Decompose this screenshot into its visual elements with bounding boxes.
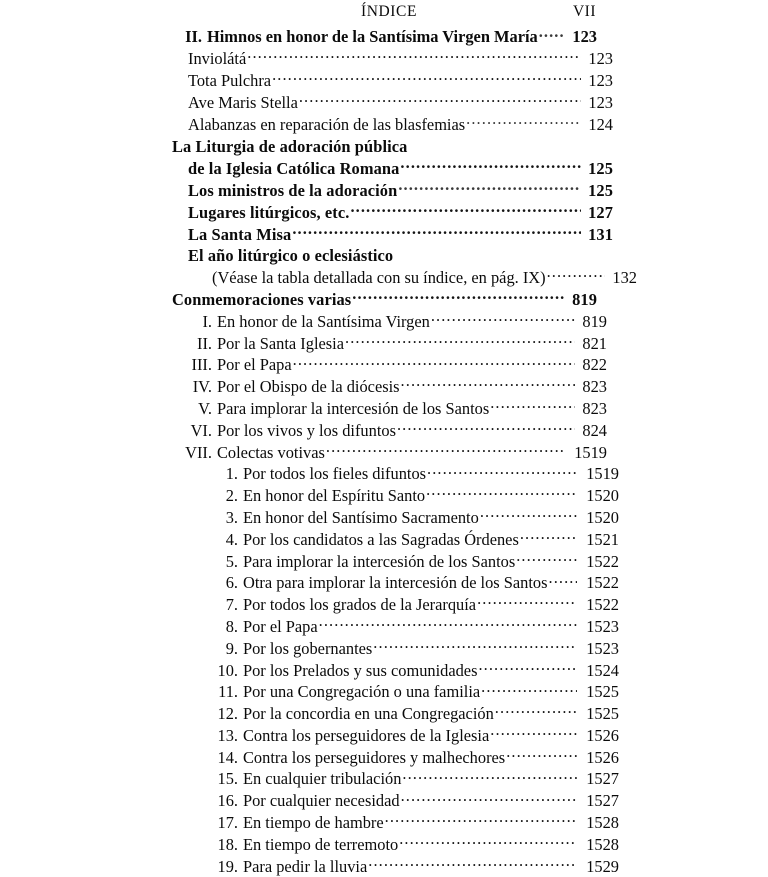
- toc-label: Para implorar la intercesión de los Santos: [243, 551, 516, 571]
- toc-marker: 17.: [217, 813, 238, 833]
- toc-section-heading: [172, 289, 597, 311]
- leader-dots: [319, 616, 577, 632]
- toc-label: La Santa Misa: [188, 224, 292, 244]
- leader-dots: [516, 550, 577, 566]
- toc-marker: 13.: [217, 725, 238, 745]
- toc-page: 1522: [586, 595, 619, 615]
- toc-marker: 1.: [225, 464, 238, 484]
- toc-label: Tota Pulchra: [188, 70, 272, 90]
- toc-label: Contra los perseguidores y malhechores: [243, 747, 506, 767]
- toc-marker: 7.: [225, 595, 238, 615]
- toc-page: 1522: [586, 573, 619, 593]
- toc-entry: [172, 485, 619, 507]
- toc-marker: 4.: [225, 529, 238, 549]
- leader-dots: [549, 572, 578, 588]
- toc-marker: 16.: [217, 791, 238, 811]
- toc-entry: [172, 812, 619, 834]
- toc-marker: 3.: [225, 507, 238, 527]
- toc-marker: II.: [185, 27, 202, 47]
- leader-dots: [373, 637, 577, 653]
- toc-page: 1519: [574, 442, 607, 462]
- toc-entry: [172, 528, 619, 550]
- leader-dots: [368, 855, 577, 871]
- toc-marker: IV.: [192, 377, 212, 397]
- toc-label: Por los Prelados y sus comunidades: [243, 660, 478, 680]
- toc-marker: II.: [196, 333, 212, 353]
- leader-dots: [402, 768, 577, 784]
- toc-entry: [172, 855, 619, 877]
- toc-marker: 14.: [217, 747, 238, 767]
- toc-entry: [172, 746, 619, 768]
- leader-dots: [520, 528, 577, 544]
- leader-dots: [394, 245, 581, 261]
- leader-dots: [478, 659, 577, 675]
- toc-label: La Liturgia de adoración pública: [172, 137, 408, 157]
- leader-dots: [397, 419, 575, 435]
- toc-label: Por los vivos y los difuntos: [217, 420, 396, 440]
- toc-label: En honor de la Santísima Virgen: [217, 311, 430, 331]
- toc-entry: [172, 398, 607, 420]
- toc-section-heading-continued: [172, 158, 613, 180]
- leader-dots: [490, 398, 575, 414]
- toc-label: Por el Papa: [217, 355, 292, 375]
- toc-page: 127: [588, 202, 613, 222]
- toc-page: 823: [582, 377, 607, 397]
- toc-page: 1526: [586, 747, 619, 767]
- toc-label: Para implorar la intercesión de los Santos: [217, 398, 490, 418]
- leader-dots: [350, 201, 581, 217]
- toc-page: 123: [588, 92, 613, 112]
- toc-label: El año litúrgico o eclesiástico: [188, 246, 394, 266]
- leader-dots: [326, 441, 565, 457]
- toc-label: Por el Obispo de la diócesis: [217, 377, 400, 397]
- toc-label: de la Iglesia Católica Romana: [188, 159, 400, 179]
- leader-dots: [292, 223, 581, 239]
- toc-marker: 8.: [225, 616, 238, 636]
- leader-dots: [495, 703, 577, 719]
- toc-label: Por todos los fieles difuntos: [243, 464, 427, 484]
- leader-dots: [539, 26, 565, 42]
- toc-label: Otra para implorar la intercesión de los Santos: [243, 573, 548, 593]
- running-head: [0, 3, 768, 25]
- toc-page: 1522: [586, 551, 619, 571]
- toc-note: [172, 267, 637, 289]
- toc-label: (Véase la tabla detallada con su índice, en pág. IX): [212, 268, 546, 288]
- toc-page: 819: [582, 311, 607, 331]
- toc-marker: 19.: [217, 856, 238, 876]
- toc-entry: [172, 245, 613, 267]
- toc-marker: 10.: [217, 660, 238, 680]
- leader-dots: [401, 790, 577, 806]
- toc-label: Por la concordia en una Congregación: [243, 704, 494, 724]
- toc-page: 1521: [586, 529, 619, 549]
- toc-marker: III.: [191, 355, 212, 375]
- toc-page: 823: [582, 398, 607, 418]
- toc-entry: [172, 507, 619, 529]
- toc-label: Por los gobernantes: [243, 638, 373, 658]
- toc-page: 131: [588, 224, 613, 244]
- toc-entry: [172, 550, 619, 572]
- toc-entry: [172, 594, 619, 616]
- toc-entry: [172, 419, 607, 441]
- toc-page: 1527: [586, 769, 619, 789]
- toc-label: Por todos los grados de la Jerarquía: [243, 595, 477, 615]
- toc-entry: [172, 681, 619, 703]
- leader-dots: [426, 485, 577, 501]
- toc-page: 125: [588, 180, 613, 200]
- toc-entry: [172, 332, 607, 354]
- leader-dots: [481, 681, 577, 697]
- toc-label: En tiempo de terremoto: [243, 834, 399, 854]
- toc-entry: [172, 354, 607, 376]
- toc-page: 1525: [586, 682, 619, 702]
- toc-entry: [172, 725, 619, 747]
- toc-entry: [172, 790, 619, 812]
- toc-label: Contra los perseguidores de la Iglesia: [243, 725, 490, 745]
- leader-dots: [272, 70, 581, 86]
- toc-page: 1528: [586, 834, 619, 854]
- toc-entry: [172, 768, 619, 790]
- toc-entry: [172, 703, 619, 725]
- toc-label: Para pedir la lluvia: [243, 856, 368, 876]
- toc-entry: [172, 833, 619, 855]
- leader-dots: [477, 594, 577, 610]
- leader-dots: [466, 113, 581, 129]
- toc-label: Por el Papa: [243, 616, 318, 636]
- toc-label: En cualquier tribulación: [243, 769, 402, 789]
- leader-dots: [398, 180, 581, 196]
- toc-entry: [172, 659, 619, 681]
- toc-page: 819: [572, 289, 597, 309]
- toc-marker: 2.: [225, 486, 238, 506]
- leader-dots: [345, 332, 575, 348]
- toc-page: 1523: [586, 638, 619, 658]
- toc-label: Inviolátá: [188, 49, 247, 69]
- toc-page: 123: [588, 70, 613, 90]
- toc-entry: [172, 310, 607, 332]
- toc-page: 1519: [586, 464, 619, 484]
- leader-dots: [427, 463, 577, 479]
- toc-marker: 9.: [225, 638, 238, 658]
- toc-marker: VII.: [185, 442, 212, 462]
- toc-page: 125: [588, 159, 613, 179]
- leader-dots: [490, 725, 577, 741]
- toc-entry: [172, 26, 597, 48]
- toc-marker: 18.: [217, 834, 238, 854]
- toc-page: 1527: [586, 791, 619, 811]
- leader-dots: [299, 91, 581, 107]
- toc-marker: 5.: [225, 551, 238, 571]
- toc-entry: [172, 616, 619, 638]
- toc-label: Por una Congregación o una familia: [243, 682, 481, 702]
- toc-page: 1520: [586, 486, 619, 506]
- toc-page: 124: [588, 114, 613, 134]
- toc-entry: [172, 113, 613, 135]
- toc-marker: 11.: [218, 682, 238, 702]
- toc-page: 123: [588, 49, 613, 69]
- leader-dots: [352, 289, 565, 305]
- toc-entry: [172, 637, 619, 659]
- toc-page: 1529: [586, 856, 619, 876]
- running-head-title: ÍNDICE: [360, 3, 418, 20]
- toc-label: Alabanzas en reparación de las blasfemias: [188, 114, 466, 134]
- toc-page: 821: [582, 333, 607, 353]
- toc-page: 1523: [586, 616, 619, 636]
- toc-page: 822: [582, 355, 607, 375]
- leader-dots: [431, 310, 575, 326]
- toc-page: 1526: [586, 725, 619, 745]
- leader-dots: [247, 48, 581, 64]
- toc-label: Los ministros de la adoración: [188, 180, 398, 200]
- toc-entry: [172, 201, 613, 223]
- toc-label: Por la Santa Iglesia: [217, 333, 344, 353]
- toc-label: En honor del Espíritu Santo: [243, 486, 426, 506]
- leader-dots: [385, 812, 577, 828]
- toc-entry: [172, 223, 613, 245]
- toc-entry: [172, 48, 613, 70]
- toc-marker: V.: [198, 398, 212, 418]
- leader-dots: [401, 376, 575, 392]
- toc-page: 824: [582, 420, 607, 440]
- toc-label: Conmemoraciones varias: [172, 289, 352, 309]
- toc-section-heading: [172, 136, 597, 158]
- toc-entry: [172, 91, 613, 113]
- toc-label: Por los candidatos a las Sagradas Órdenes: [243, 529, 519, 549]
- toc-entry: [172, 70, 613, 92]
- leader-dots: [506, 746, 577, 762]
- toc-page: 132: [612, 268, 637, 288]
- leader-dots: [400, 158, 581, 174]
- toc-label: En tiempo de hambre: [243, 813, 384, 833]
- leader-dots: [408, 136, 565, 152]
- toc-label: Lugares litúrgicos, etc.: [188, 202, 350, 222]
- leader-dots: [480, 507, 577, 523]
- toc-page: 1528: [586, 813, 619, 833]
- toc-entry: [172, 376, 607, 398]
- toc-entry: [172, 572, 619, 594]
- running-head-folio: VII: [572, 3, 596, 20]
- toc-marker: VI.: [190, 420, 212, 440]
- toc-label: En honor del Santísimo Sacramento: [243, 507, 479, 527]
- toc-marker: 6.: [225, 573, 238, 593]
- toc-entry: [172, 180, 613, 202]
- leader-dots: [293, 354, 575, 370]
- toc-label: Por cualquier necesidad: [243, 791, 400, 811]
- toc-label: Colectas votivas: [217, 442, 325, 462]
- toc-page: 123: [572, 27, 597, 47]
- toc-page: 1525: [586, 704, 619, 724]
- leader-dots: [547, 267, 605, 283]
- toc-page: 1520: [586, 507, 619, 527]
- toc-marker: 12.: [217, 704, 238, 724]
- toc-page: 1524: [586, 660, 619, 680]
- toc-label: Himnos en honor de la Santísima Virgen María: [207, 27, 538, 47]
- toc-entry: [172, 441, 607, 463]
- toc-marker: I.: [202, 311, 212, 331]
- toc-label: Ave Maris Stella: [188, 92, 298, 112]
- toc-marker: 15.: [217, 769, 238, 789]
- table-of-contents: [172, 26, 637, 877]
- toc-entry: [172, 463, 619, 485]
- leader-dots: [399, 833, 577, 849]
